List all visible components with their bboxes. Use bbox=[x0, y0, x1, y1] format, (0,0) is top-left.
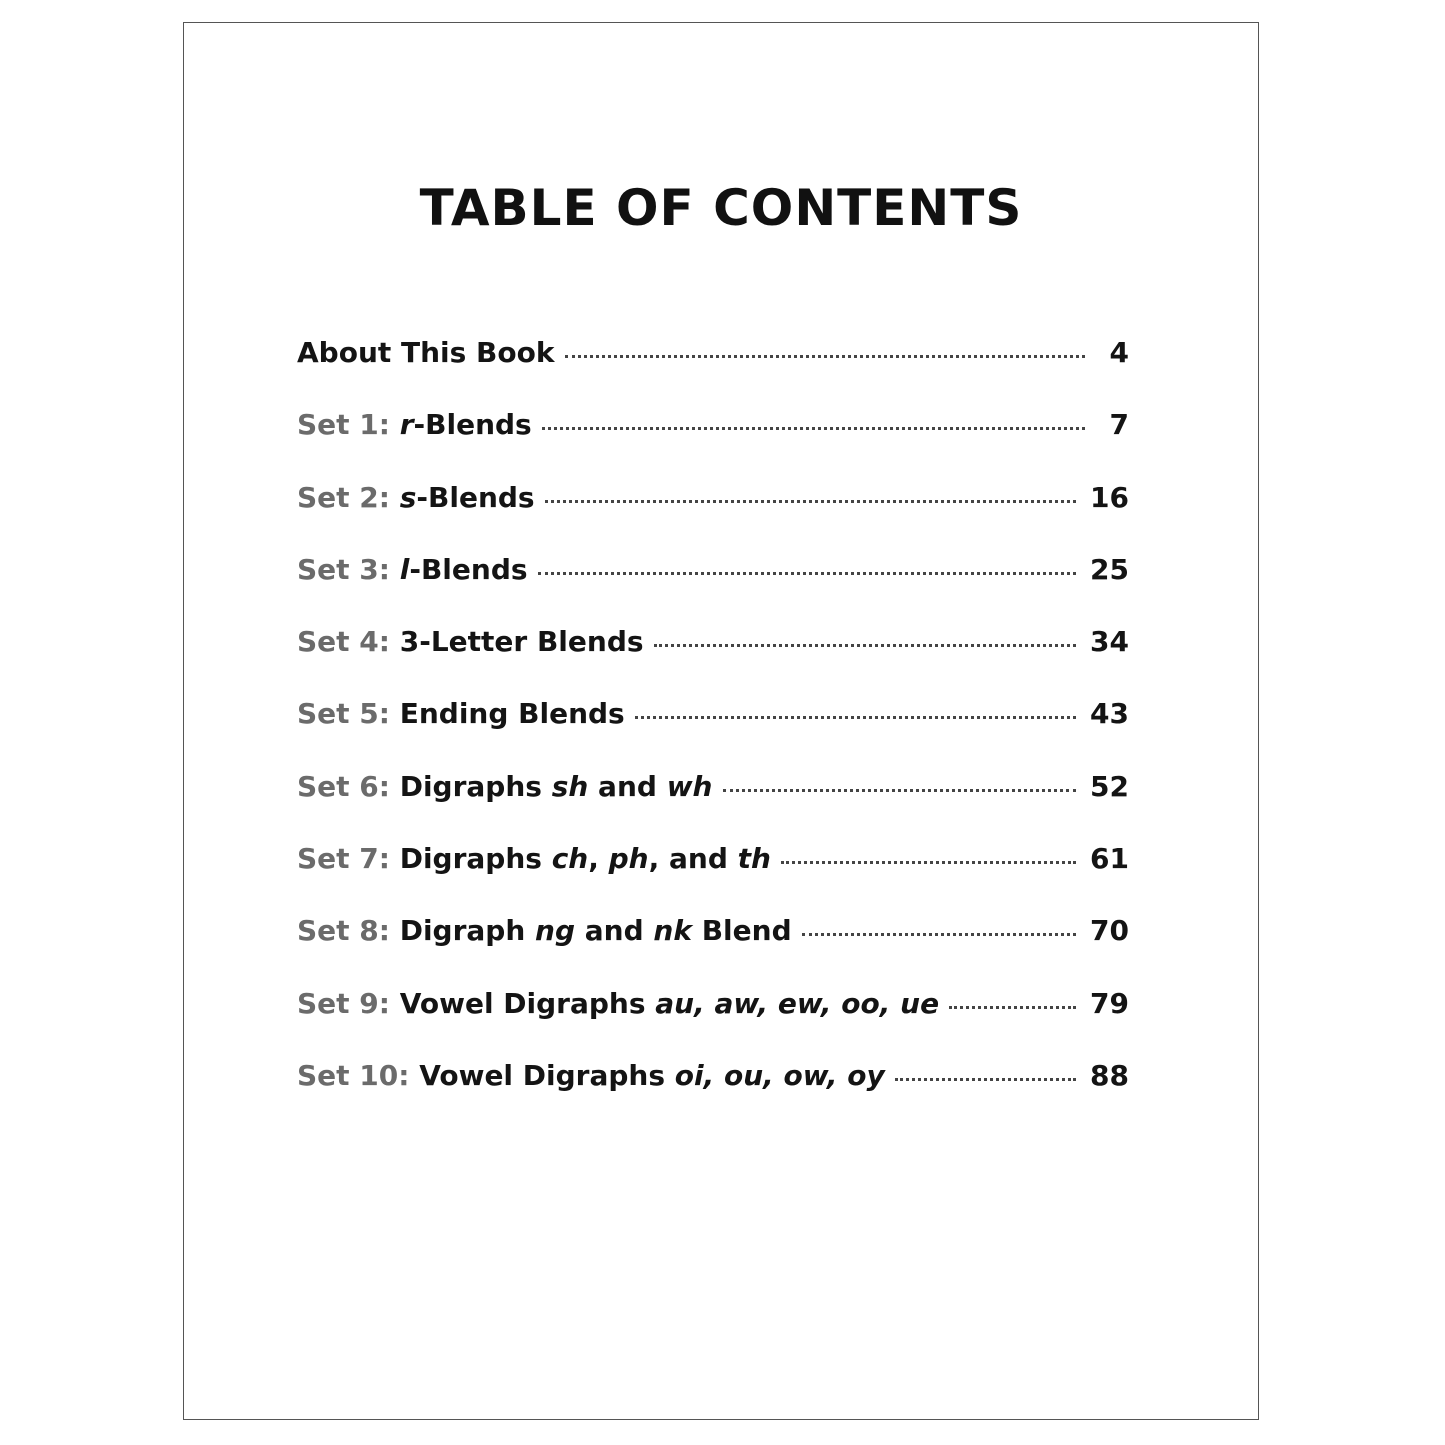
toc-entry-label bbox=[297, 697, 625, 731]
document-page bbox=[183, 22, 1259, 1420]
toc-entry-title-segment: -Blends bbox=[409, 552, 528, 586]
toc-entry-title-segment: th bbox=[737, 842, 771, 876]
dot-leader bbox=[781, 861, 1076, 864]
toc-entry-title-segment: Blend bbox=[691, 914, 792, 948]
toc-entry-title-segment: and bbox=[588, 769, 667, 803]
toc-entry-title-segment: and bbox=[575, 914, 654, 948]
toc-entry-title-segment: l bbox=[399, 552, 410, 586]
toc-entry-set-number: Set 9: bbox=[297, 986, 390, 1020]
toc-entry-set-number: Set 6: bbox=[297, 769, 390, 803]
toc-entry[interactable] bbox=[297, 769, 1129, 845]
toc-entry-title-segment: Digraphs bbox=[389, 769, 552, 803]
dot-leader bbox=[949, 1006, 1076, 1009]
toc-entry-set-number: Set 7: bbox=[297, 842, 390, 876]
toc-entry-label bbox=[297, 336, 555, 369]
toc-entry-title-segment: , bbox=[588, 842, 609, 876]
dot-leader bbox=[542, 427, 1085, 430]
toc-entry-title-segment: ng bbox=[535, 914, 576, 948]
toc-entry-set-number: Set 3: bbox=[297, 552, 390, 586]
toc-entry-title-segment: Vowel Digraphs bbox=[409, 1058, 675, 1092]
toc-entry-set-number: Set 4: bbox=[297, 625, 390, 659]
toc-entry-page-number: 34 bbox=[1090, 625, 1129, 659]
toc-entry-label bbox=[297, 769, 713, 803]
dot-leader bbox=[538, 572, 1077, 575]
toc-entry-title-segment: -Blends bbox=[413, 408, 532, 442]
toc-entry-title-segment: s bbox=[399, 480, 417, 514]
toc-entry-page-number: 7 bbox=[1109, 408, 1129, 442]
toc-entry[interactable] bbox=[297, 842, 1129, 917]
toc-entry[interactable] bbox=[297, 1058, 1129, 1134]
toc-entry-label bbox=[297, 552, 528, 586]
toc-entry-page-number: 61 bbox=[1090, 842, 1129, 876]
dot-leader bbox=[565, 355, 1086, 358]
toc-entry-page-number: 4 bbox=[1109, 336, 1129, 369]
toc-entry-title-segment: nk bbox=[653, 914, 692, 948]
toc-entry-page-number: 16 bbox=[1090, 480, 1129, 514]
toc-entry-title-segment: Vowel Digraphs bbox=[389, 986, 656, 1020]
toc-entry-title-segment bbox=[390, 553, 400, 586]
toc-entry-title-segment: Ending Blends bbox=[389, 697, 625, 731]
toc-entry-title-segment: ph bbox=[608, 842, 649, 876]
toc-entry-title-segment: ch bbox=[551, 842, 589, 876]
toc-entry-title-segment: Digraph bbox=[389, 914, 536, 948]
toc-entry-label bbox=[297, 914, 792, 948]
toc-entry-page-number: 43 bbox=[1090, 697, 1129, 731]
toc-entry-label bbox=[297, 1058, 885, 1092]
toc-entry-label bbox=[297, 842, 771, 876]
dot-leader bbox=[895, 1078, 1076, 1081]
toc-entry-title-segment bbox=[390, 408, 400, 441]
toc-entry[interactable] bbox=[297, 914, 1129, 989]
toc-entry-page-number: 25 bbox=[1090, 552, 1129, 586]
toc-entry-title-segment: -Blends bbox=[416, 480, 535, 514]
toc-entry-title-segment: oi, ou, ow, oy bbox=[674, 1058, 885, 1092]
dot-leader bbox=[545, 500, 1076, 503]
toc-entry-title-segment: , and bbox=[648, 842, 738, 876]
dot-leader bbox=[635, 716, 1076, 719]
toc-entry-page-number: 79 bbox=[1090, 986, 1129, 1020]
toc-entry-title-segment: About This Book bbox=[297, 336, 555, 369]
toc-entry-page-number: 70 bbox=[1090, 914, 1129, 948]
dot-leader bbox=[723, 789, 1077, 792]
toc-entry-title-segment: Digraphs bbox=[389, 842, 552, 876]
toc-entry-title-segment: r bbox=[399, 408, 414, 442]
toc-entry-label bbox=[297, 986, 940, 1020]
toc-entry-label bbox=[297, 408, 532, 442]
dot-leader bbox=[802, 933, 1076, 936]
toc-entry-set-number: Set 10: bbox=[297, 1058, 410, 1092]
toc-entry-title-segment bbox=[390, 481, 400, 514]
toc-entry-set-number: Set 1: bbox=[297, 408, 390, 442]
table-of-contents bbox=[297, 336, 1129, 1134]
toc-entry-page-number: 52 bbox=[1090, 769, 1129, 803]
toc-entry[interactable] bbox=[297, 480, 1129, 556]
toc-entry-title-segment: sh bbox=[551, 769, 589, 803]
toc-entry[interactable] bbox=[297, 336, 1129, 411]
toc-entry-page-number: 88 bbox=[1090, 1058, 1129, 1092]
toc-entry[interactable] bbox=[297, 986, 1129, 1062]
toc-entry[interactable] bbox=[297, 552, 1129, 628]
page-title: TABLE OF CONTENTS bbox=[419, 179, 1023, 237]
toc-entry-title-segment: au, aw, ew, oo, ue bbox=[655, 986, 940, 1020]
toc-entry[interactable] bbox=[297, 697, 1129, 772]
toc-entry[interactable] bbox=[297, 408, 1129, 483]
toc-entry-label bbox=[297, 480, 535, 514]
dot-leader bbox=[654, 644, 1076, 647]
toc-entry[interactable] bbox=[297, 625, 1129, 700]
toc-entry-set-number: Set 2: bbox=[297, 480, 390, 514]
toc-entry-title-segment: wh bbox=[666, 769, 713, 803]
toc-entry-title-segment: 3-Letter Blends bbox=[389, 625, 644, 659]
toc-entry-set-number: Set 5: bbox=[297, 697, 390, 731]
toc-entry-set-number: Set 8: bbox=[297, 914, 390, 948]
toc-entry-label bbox=[297, 625, 644, 659]
